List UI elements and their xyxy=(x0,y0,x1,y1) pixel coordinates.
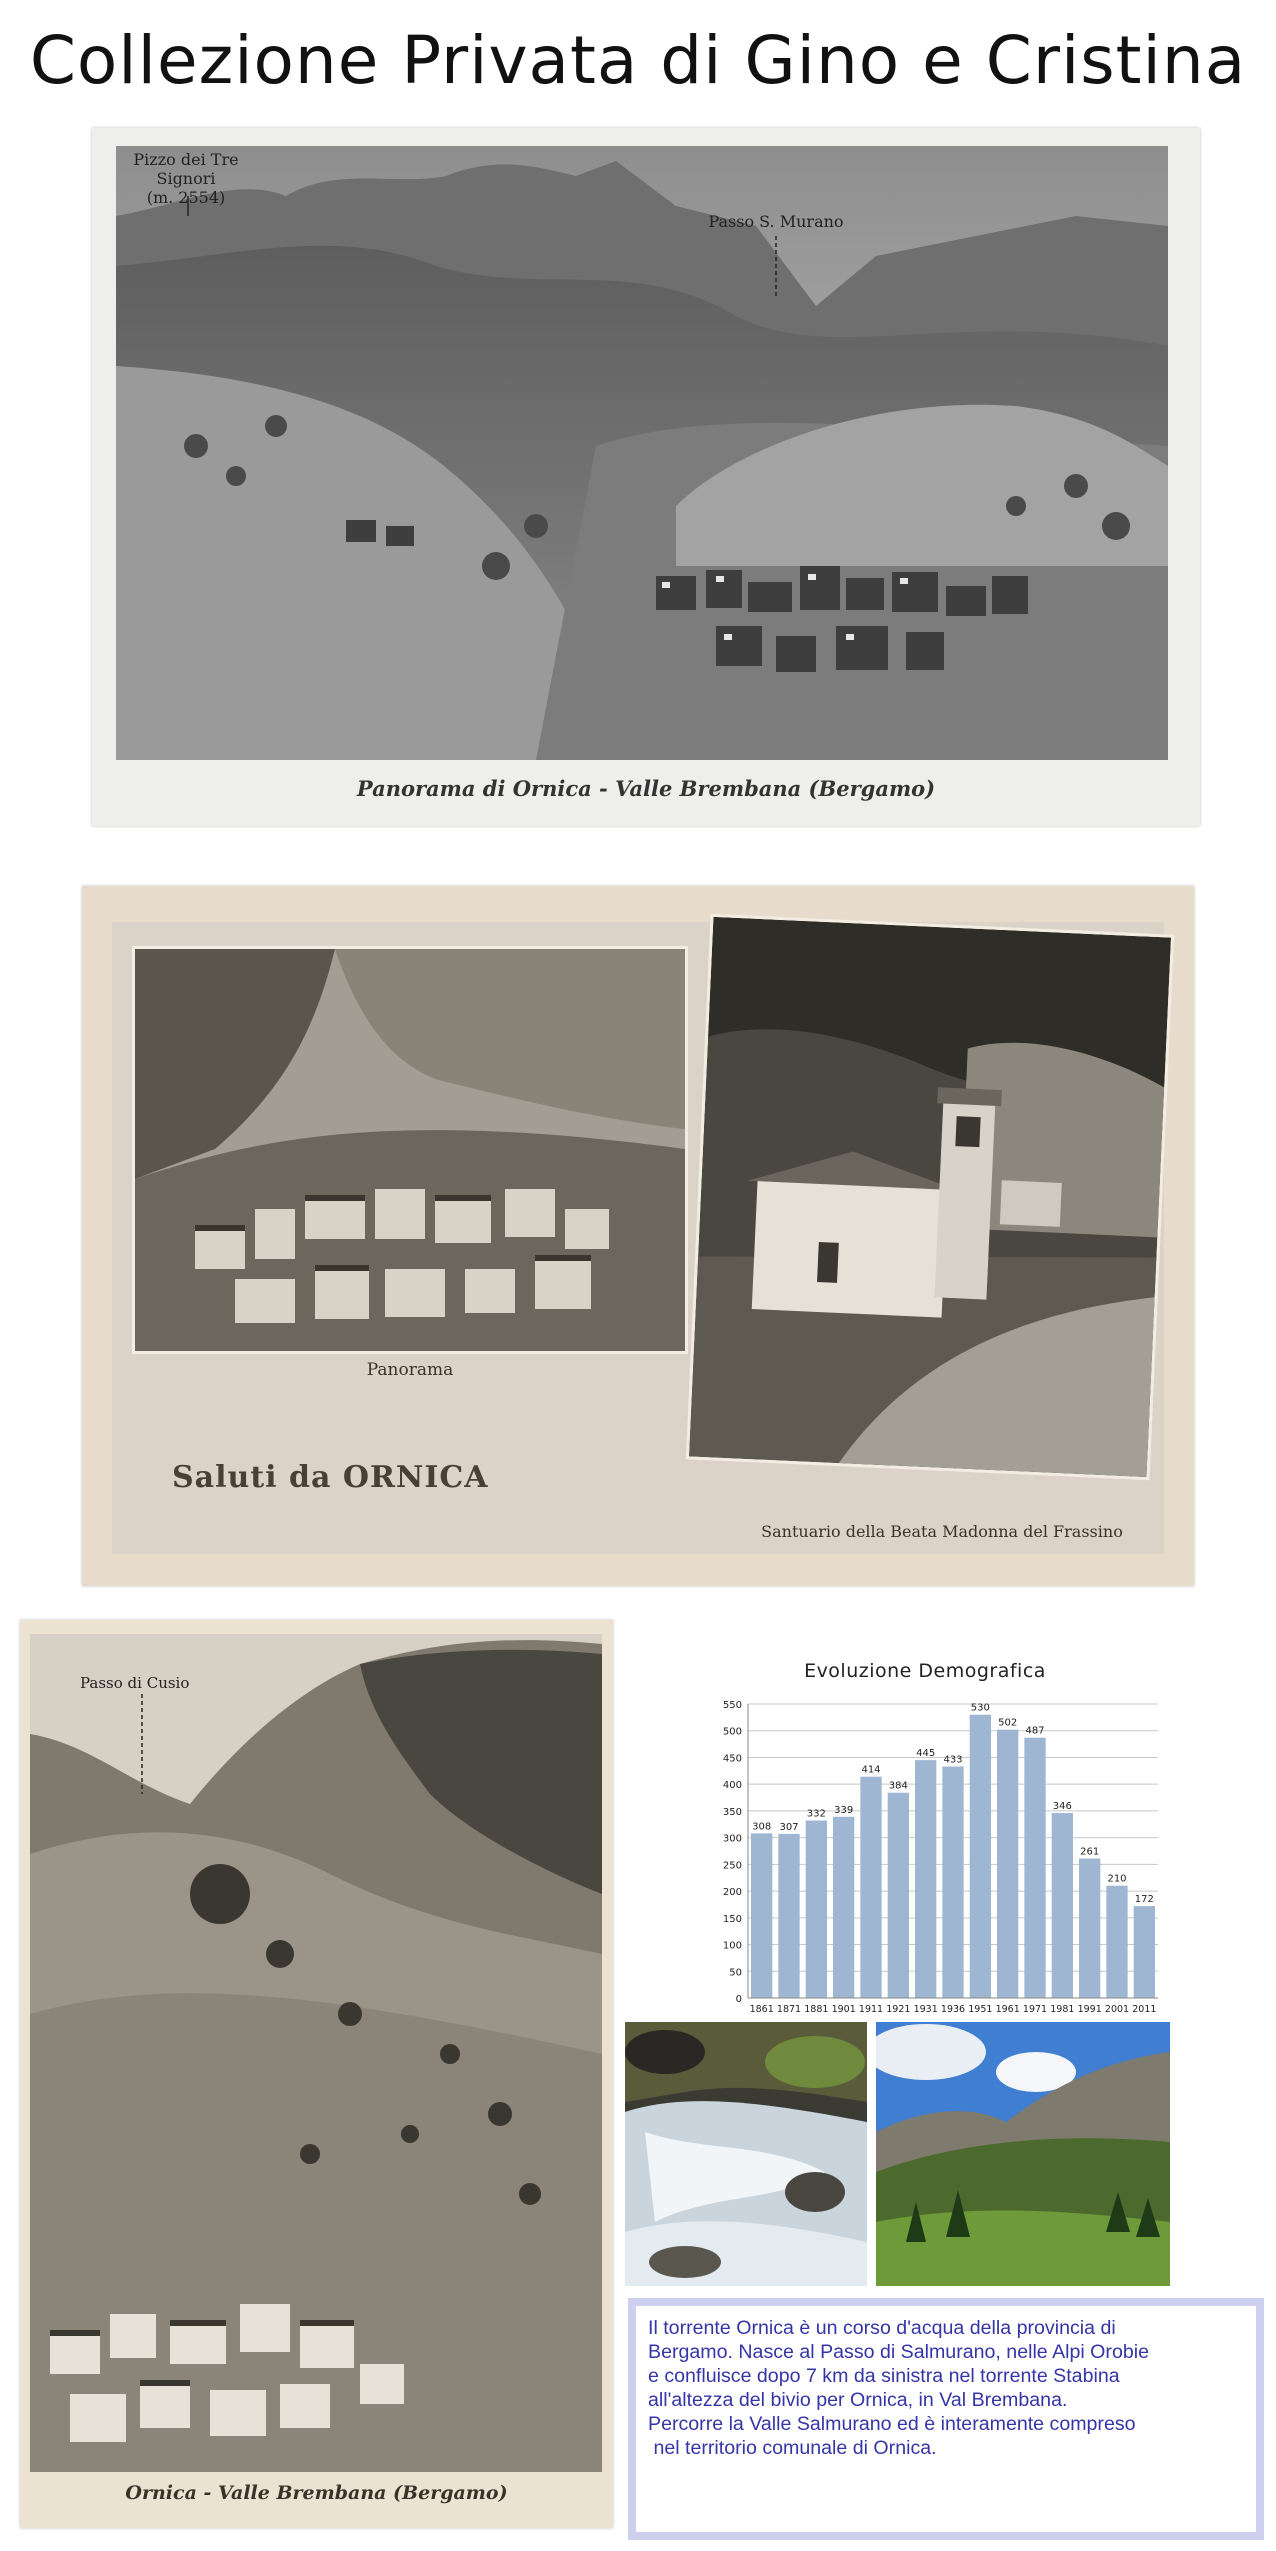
stream-image xyxy=(625,2022,867,2286)
x-tick-label: 2011 xyxy=(1132,2004,1157,2015)
y-tick-label: 50 xyxy=(729,1967,742,1979)
valley-vintage-photo xyxy=(30,1634,602,2472)
valley-image xyxy=(876,2022,1170,2286)
x-tick-label: 1981 xyxy=(1050,2004,1075,2015)
data-label: 346 xyxy=(1052,1801,1072,1813)
y-tick-label: 250 xyxy=(722,1860,742,1872)
bar-1931 xyxy=(915,1760,936,1998)
valley-photo xyxy=(876,2022,1170,2286)
description-line: Bergamo. Nasce al Passo di Salmurano, nelle Alpi Orobie xyxy=(648,2341,1149,2363)
y-tick-label: 0 xyxy=(735,1994,742,2005)
bar-1971 xyxy=(1024,1738,1045,1998)
bar-1991 xyxy=(1079,1858,1100,1998)
description-box xyxy=(628,2298,1264,2540)
village-panorama-photo xyxy=(132,946,688,1354)
x-tick-label: 1951 xyxy=(968,2004,993,2015)
description-line: e confluisce dopo 7 km da sinistra nel torrente Stabina xyxy=(648,2365,1120,2387)
bar-1961 xyxy=(997,1730,1018,1998)
greeting-title: Saluti da ORNICA xyxy=(172,1460,489,1495)
x-tick-label: 1881 xyxy=(804,2004,829,2015)
bar-1921 xyxy=(888,1793,909,1998)
bar-1901 xyxy=(833,1817,854,1998)
x-tick-label: 1971 xyxy=(1022,2004,1048,2015)
y-tick-label: 550 xyxy=(722,1700,742,1711)
bar-1951 xyxy=(970,1715,991,1998)
bar-1861 xyxy=(751,1833,772,1998)
village-image xyxy=(135,949,685,1351)
x-tick-label: 2001 xyxy=(1104,2004,1130,2015)
x-tick-label: 1911 xyxy=(858,2004,884,2015)
peak-label xyxy=(116,150,256,207)
sanctuary-image xyxy=(689,917,1171,1477)
peak-label-name: Pizzo dei Tre Signori xyxy=(133,150,239,188)
data-label: 210 xyxy=(1107,1873,1127,1885)
data-label: 332 xyxy=(806,1808,826,1820)
bar-1911 xyxy=(860,1777,881,1998)
peak-label-height: (m. 2554) xyxy=(146,188,226,207)
pass-label: Passo S. Murano xyxy=(708,212,844,231)
y-tick-label: 350 xyxy=(722,1806,742,1818)
data-label: 502 xyxy=(998,1717,1018,1729)
stream-photo xyxy=(625,2022,867,2286)
data-label: 172 xyxy=(1134,1894,1154,1906)
x-tick-label: 1991 xyxy=(1077,2004,1102,2015)
bar-chart-svg xyxy=(700,1648,1166,2020)
y-tick-label: 150 xyxy=(722,1913,742,1925)
x-tick-label: 1861 xyxy=(749,2004,774,2015)
postcard-caption: Ornica - Valle Brembana (Bergamo) xyxy=(125,2482,508,2504)
sanctuary-caption: Santuario della Beata Madonna del Frassino xyxy=(761,1522,1123,1541)
data-label: 487 xyxy=(1025,1725,1045,1737)
data-label: 307 xyxy=(779,1821,799,1833)
postcard-greetings xyxy=(82,886,1194,1586)
mountain-panorama-image xyxy=(116,146,1168,760)
x-tick-label: 1931 xyxy=(913,2004,938,2015)
description-line: nel territorio comunale di Ornica. xyxy=(648,2437,937,2459)
data-label: 261 xyxy=(1080,1846,1100,1858)
bar-1871 xyxy=(778,1834,799,1998)
x-tick-label: 1936 xyxy=(940,2004,966,2015)
description-line: Il torrente Ornica è un corso d'acqua della provincia di xyxy=(648,2317,1116,2339)
postcard-caption: Panorama di Ornica - Valle Brembana (Bergamo) xyxy=(356,776,936,801)
pass-label: Passo di Cusio xyxy=(80,1674,190,1692)
valley-village-image xyxy=(30,1634,602,2472)
bar-2011 xyxy=(1134,1906,1155,1998)
y-tick-label: 400 xyxy=(722,1780,742,1792)
description-line: all'altezza del bivio per Ornica, in Val Brembana. xyxy=(648,2389,1068,2411)
panorama-caption: Panorama xyxy=(366,1360,454,1380)
x-tick-label: 1961 xyxy=(995,2004,1020,2015)
y-tick-label: 100 xyxy=(722,1940,742,1952)
panorama-photo xyxy=(116,146,1168,760)
data-label: 414 xyxy=(861,1764,881,1776)
bar-1981 xyxy=(1052,1813,1073,1998)
bar-1936 xyxy=(942,1767,963,1998)
postcard-panorama xyxy=(92,128,1200,826)
description-line: Percorre la Valle Salmurano ed è interamente compreso xyxy=(648,2413,1136,2435)
sanctuary-photo xyxy=(686,914,1174,1480)
y-tick-label: 200 xyxy=(722,1887,742,1899)
y-tick-label: 300 xyxy=(722,1833,742,1845)
bar-2001 xyxy=(1106,1886,1127,1998)
x-tick-label: 1901 xyxy=(831,2004,856,2015)
x-tick-label: 1871 xyxy=(776,2004,802,2015)
y-tick-label: 500 xyxy=(722,1726,742,1738)
chart-title: Evoluzione Demografica xyxy=(804,1660,1046,1682)
data-label: 445 xyxy=(916,1748,936,1760)
x-tick-label: 1921 xyxy=(886,2004,911,2015)
page-title: Collezione Privata di Gino e Cristina xyxy=(29,22,1247,99)
bar-1881 xyxy=(806,1821,827,1998)
y-tick-label: 450 xyxy=(722,1753,742,1765)
data-label: 384 xyxy=(888,1780,908,1792)
postcard-valley xyxy=(20,1620,613,2528)
demographic-chart xyxy=(700,1648,1166,2020)
data-label: 339 xyxy=(834,1804,854,1816)
data-label: 530 xyxy=(970,1702,990,1714)
data-label: 308 xyxy=(752,1821,772,1833)
data-label: 433 xyxy=(943,1754,963,1766)
